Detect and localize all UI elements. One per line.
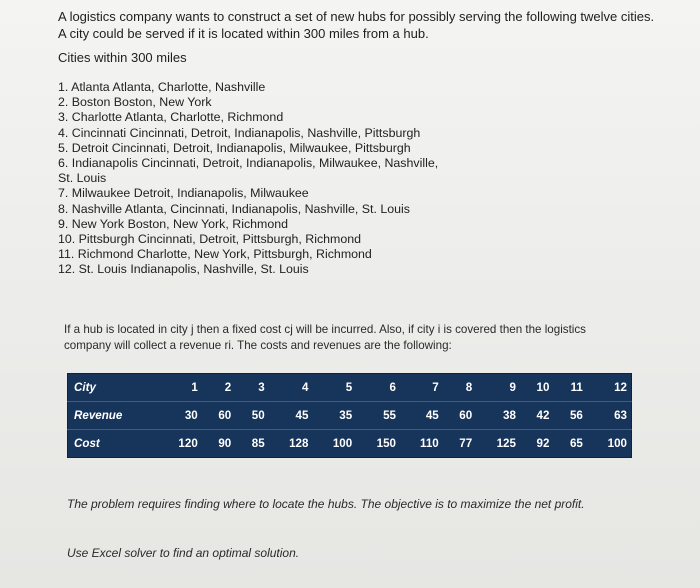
- list-item: 1. Atlanta Atlanta, Charlotte, Nashville: [58, 80, 266, 94]
- list-item: 3. Charlotte Atlanta, Charlotte, Richmond: [58, 110, 284, 125]
- list-item: 8. Nashville Atlanta, Cincinnati, Indianapolis, Nashville, St. Louis: [58, 201, 410, 216]
- row-header: Revenue: [68, 402, 159, 430]
- list-item: 11. Richmond Charlotte, New York, Pittsburgh, Richmond: [58, 247, 372, 262]
- table-cell: 100: [607, 437, 627, 450]
- table-cell: 120: [178, 437, 198, 450]
- city-coverage-list: [58, 80, 498, 278]
- paragraph-line-2: company will collect a revenue ri. The costs and revenues are the following:: [64, 338, 452, 352]
- table-cell: 2: [202, 374, 235, 402]
- list-item: St. Louis: [58, 171, 107, 186]
- intro-line-1: A logistics company wants to construct a set of new hubs for possibly serving the following twelve cities.: [58, 9, 655, 24]
- intro-text: [58, 8, 678, 42]
- list-item: 5. Detroit Cincinnati, Detroit, Indianapolis, Milwaukee, Pittsburgh: [58, 140, 411, 155]
- table-cell: 45: [400, 402, 443, 430]
- table-cell: 6: [356, 374, 400, 402]
- table-cell: 3: [235, 374, 268, 402]
- table-cell: 128: [289, 437, 309, 450]
- table-row: [68, 430, 632, 458]
- row-header: City: [68, 374, 159, 402]
- table-cell: 50: [235, 402, 268, 430]
- table-cell: 1: [158, 374, 202, 402]
- table-cell: 85: [251, 437, 265, 450]
- table-cell: 60: [202, 402, 235, 430]
- objective-note: The problem requires finding where to locate the hubs. The objective is to maximize the net profit.: [67, 497, 585, 511]
- table-cell: 5: [312, 374, 356, 402]
- solver-note: Use Excel solver to find an optimal solution.: [67, 546, 300, 560]
- list-item: 10. Pittsburgh Cincinnati, Detroit, Pittsburgh, Richmond: [58, 232, 362, 247]
- list-item: 7. Milwaukee Detroit, Indianapolis, Milwaukee: [58, 186, 309, 201]
- row-header: Cost: [74, 437, 100, 450]
- table-cell: 125: [496, 437, 516, 450]
- table-cell: 9: [476, 374, 520, 402]
- intro-line-2: A city could be served if it is located within 300 miles from a hub.: [58, 26, 429, 41]
- table-cell: 12: [587, 374, 632, 402]
- table-cell: 150: [376, 437, 396, 450]
- table-row: [68, 374, 632, 402]
- table-cell: 65: [569, 437, 583, 450]
- table-cell: 90: [218, 437, 232, 450]
- list-item: 9. New York Boston, New York, Richmond: [58, 216, 289, 231]
- table-cell: 11: [553, 374, 586, 402]
- table-cell: 10: [520, 374, 553, 402]
- table-cell: 56: [553, 402, 586, 430]
- paragraph-line-1: If a hub is located in city j then a fixed cost cj will be incurred. Also, if city i is covered then the logistics: [64, 323, 586, 336]
- list-item: 6. Indianapolis Cincinnati, Detroit, Indianapolis, Milwaukee, Nashville,: [58, 156, 439, 171]
- list-item: 12. St. Louis Indianapolis, Nashville, St. Louis: [58, 262, 309, 277]
- table-row: [68, 402, 632, 430]
- table-cell: 35: [312, 402, 356, 430]
- table-cell: 55: [356, 402, 400, 430]
- cost-revenue-paragraph: [64, 322, 664, 353]
- table-cell: 110: [420, 437, 439, 450]
- list-item: 4. Cincinnati Cincinnati, Detroit, Indianapolis, Nashville, Pittsburgh: [58, 125, 421, 140]
- table-cell: 42: [520, 402, 553, 430]
- table-cell: 38: [476, 402, 520, 430]
- table-cell: 92: [536, 437, 550, 450]
- list-item: 2. Boston Boston, New York: [58, 95, 212, 110]
- table-cell: 60: [443, 402, 476, 430]
- table-cell: 4: [269, 374, 313, 402]
- table-cell: 63: [587, 402, 632, 430]
- table-cell: 8: [443, 374, 476, 402]
- table-cell: 77: [459, 437, 473, 450]
- table-cell: 30: [158, 402, 202, 430]
- cities-heading: Cities within 300 miles: [58, 50, 187, 65]
- cost-revenue-table: [67, 373, 632, 458]
- table-cell: 100: [332, 437, 353, 450]
- table-cell: 7: [400, 374, 443, 402]
- table-cell: 45: [269, 402, 313, 430]
